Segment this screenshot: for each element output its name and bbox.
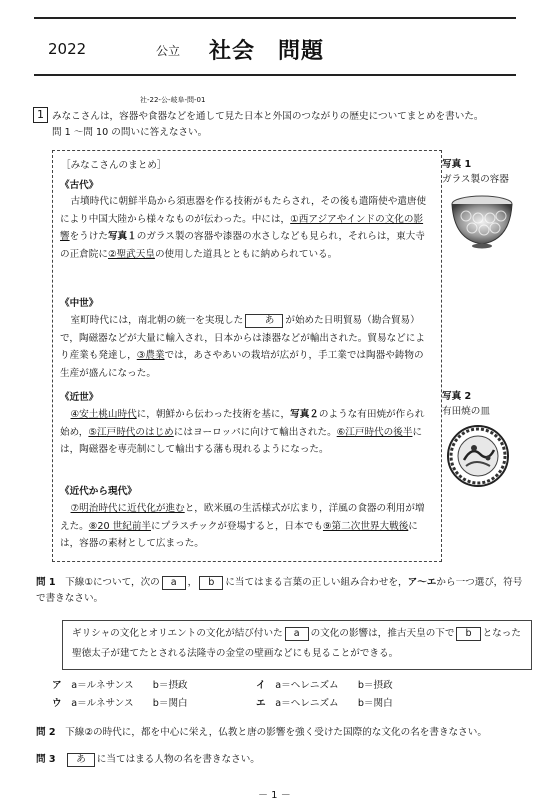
choice-mark: ア <box>52 680 62 691</box>
text-span: のガラス製の容器や漆器の水さしなども見られ，それらは，東大寺の正倉院に <box>60 231 425 260</box>
text-span: から一つ選び，符号で書きなさい。 <box>36 577 523 604</box>
choice-a <box>52 679 188 693</box>
choice-b-value: b＝関白 <box>152 698 188 709</box>
underline-5: ⑤江戸時代のはじめ <box>88 426 174 438</box>
section-modern-text <box>60 500 428 553</box>
text-span: には，容器の素材として広まった。 <box>60 520 418 549</box>
question-1-label: 問 1 <box>36 577 56 588</box>
section-modern-heading: 《近代から現代》 <box>60 486 137 497</box>
underline-3: ③農業 <box>136 350 165 361</box>
text-span: ギリシャの文化とオリエントの文化が結び付いた <box>72 628 283 639</box>
summary-title: ［みなこさんのまとめ］ <box>61 160 167 171</box>
text-span: の文化の影響は，推古天皇の下で <box>310 628 455 639</box>
text-span: 古墳時代に朝鮮半島から須恵器を作る技術がもたらされ，その後も遣隋使や遣唐使により中国大陸から様々なものが伝わった。中には， <box>60 196 427 225</box>
question-number-box: 1 <box>33 107 48 123</box>
choice-b-value: b＝摂政 <box>152 680 188 691</box>
choice-u <box>52 697 188 711</box>
section-early-modern-text <box>60 406 428 459</box>
text-span: に当てはまる人物の名を書きなさい。 <box>96 754 260 765</box>
choice-a-value: a＝ルネサンス <box>71 698 134 709</box>
photo-1-description: ガラス製の容器 <box>442 174 509 185</box>
question-2-label: 問 2 <box>36 727 56 738</box>
text-span: の使用した道具とともに納められている。 <box>154 248 338 260</box>
exam-kind: 公立 <box>156 44 181 58</box>
text-span: が始めた日明貿易（勘合貿易）で，陶磁器などが大量に輸入され，日本からは漆器などが輸出された。貿易などにより産業も発達し， <box>60 315 425 361</box>
question-1-passage <box>72 624 524 664</box>
underline-1: ①西アジアやインドの文化の影響 <box>60 213 424 242</box>
underline-9: ⑨第二次世界大戦後 <box>322 520 409 532</box>
choice-i <box>256 679 393 693</box>
section-ancient-text <box>60 193 428 263</box>
underline-6: ⑥江戸時代の後半 <box>336 426 413 438</box>
text-span: にプラスチックが登場すると，日本でも <box>151 520 323 532</box>
photo-2-caption <box>442 389 490 419</box>
problem-code: 社-22-公-岐阜-問-01 <box>140 96 206 104</box>
section-ancient-heading: 《古代》 <box>60 180 99 191</box>
underline-7: ⑦明治時代に近代化が進む <box>70 503 185 514</box>
choice-b-value: b＝関白 <box>357 698 393 709</box>
question-3 <box>36 752 526 768</box>
page-number: － 1 － <box>258 790 291 801</box>
choice-a-value: a＝ヘレニズム <box>275 698 339 709</box>
underline-8: ⑧20 世紀前半 <box>88 520 152 532</box>
passage-box-a: a <box>285 627 309 641</box>
intro-text <box>52 109 536 141</box>
choice-b-value: b＝摂政 <box>357 680 393 691</box>
answer-box-b-small: b <box>199 576 223 590</box>
text-span: に，朝鮮から伝わった技術を基に， <box>136 409 291 420</box>
choice-mark: イ <box>256 680 266 691</box>
question-3-label: 問 3 <box>36 754 56 765</box>
text-span: 下線②の時代に，都を中心に栄え，仏教と唐の影響を強く受けた国際的な文化の名を書きなさい。 <box>65 727 487 738</box>
text-span: ， <box>187 577 198 588</box>
page-title: 社会 問題 <box>209 39 325 64</box>
passage-box-b: b <box>456 627 480 641</box>
question-1 <box>36 575 526 607</box>
photo-ref-2: 写真２ <box>290 409 319 420</box>
text-span: と，欧米風の生活様式が広まり，洋風の食器の利用が増えた。 <box>60 503 425 532</box>
choice-mark: ウ <box>52 698 62 709</box>
header-rule <box>34 74 516 76</box>
glass-bowl-image <box>446 190 518 250</box>
answer-box-a-small: a <box>162 576 186 590</box>
photo-1-caption <box>442 157 509 187</box>
text-span: にはヨーロッパに向けて輸出された。 <box>173 426 337 438</box>
text-span: 下線①について，次の <box>65 577 160 588</box>
text-span: のような有田焼が作られ始め， <box>60 409 425 438</box>
arita-plate-image <box>446 424 510 488</box>
section-medieval-heading: 《中世》 <box>60 298 99 309</box>
choice-range: ア〜エ <box>407 577 437 588</box>
exam-year: 2022 <box>48 40 87 58</box>
text-span: となった聖徳太子が建てたとされる法隆寺の金堂の壁画などにも見ることができる。 <box>72 628 521 659</box>
underline-4: ④安土桃山時代 <box>70 409 137 420</box>
question-2 <box>36 725 526 741</box>
photo-2-label: 写真 2 <box>442 391 472 402</box>
underline-2: ②聖武天皇 <box>107 248 155 260</box>
text-span: では，あさやあいの栽培が広がり，手工業では陶器や鋳物の生産が盛んになった。 <box>60 350 424 379</box>
photo-2-description: 有田焼の皿 <box>442 406 490 417</box>
section-early-modern-heading: 《近世》 <box>60 392 99 403</box>
choice-mark: エ <box>256 698 266 709</box>
intro-line-1: みなこさんは，容器や食器などを通して見た日本と外国のつながりの歴史についてまとめを書いた。 <box>52 111 484 122</box>
text-span: をうけた <box>69 231 108 242</box>
photo-ref-1: 写真１ <box>107 231 137 242</box>
choice-e <box>256 697 393 711</box>
answer-box-a: あ <box>245 314 283 328</box>
top-rule <box>34 17 516 19</box>
intro-line-2: 問 1 〜問 10 の問いに答えなさい。 <box>52 127 208 138</box>
text-span: に当てはまる言葉の正しい組み合わせを， <box>225 577 408 588</box>
choice-a-value: a＝ヘレニズム <box>275 680 339 691</box>
section-medieval-text <box>60 312 428 382</box>
choice-a-value: a＝ルネサンス <box>71 680 134 691</box>
photo-1-label: 写真 1 <box>442 159 472 170</box>
text-span: には，陶磁器を専売制にして輸出する藩も現れるようになった。 <box>60 426 423 455</box>
question-3-box: あ <box>67 753 95 767</box>
text-span: 室町時代には，南北朝の統一を実現した <box>70 315 244 326</box>
